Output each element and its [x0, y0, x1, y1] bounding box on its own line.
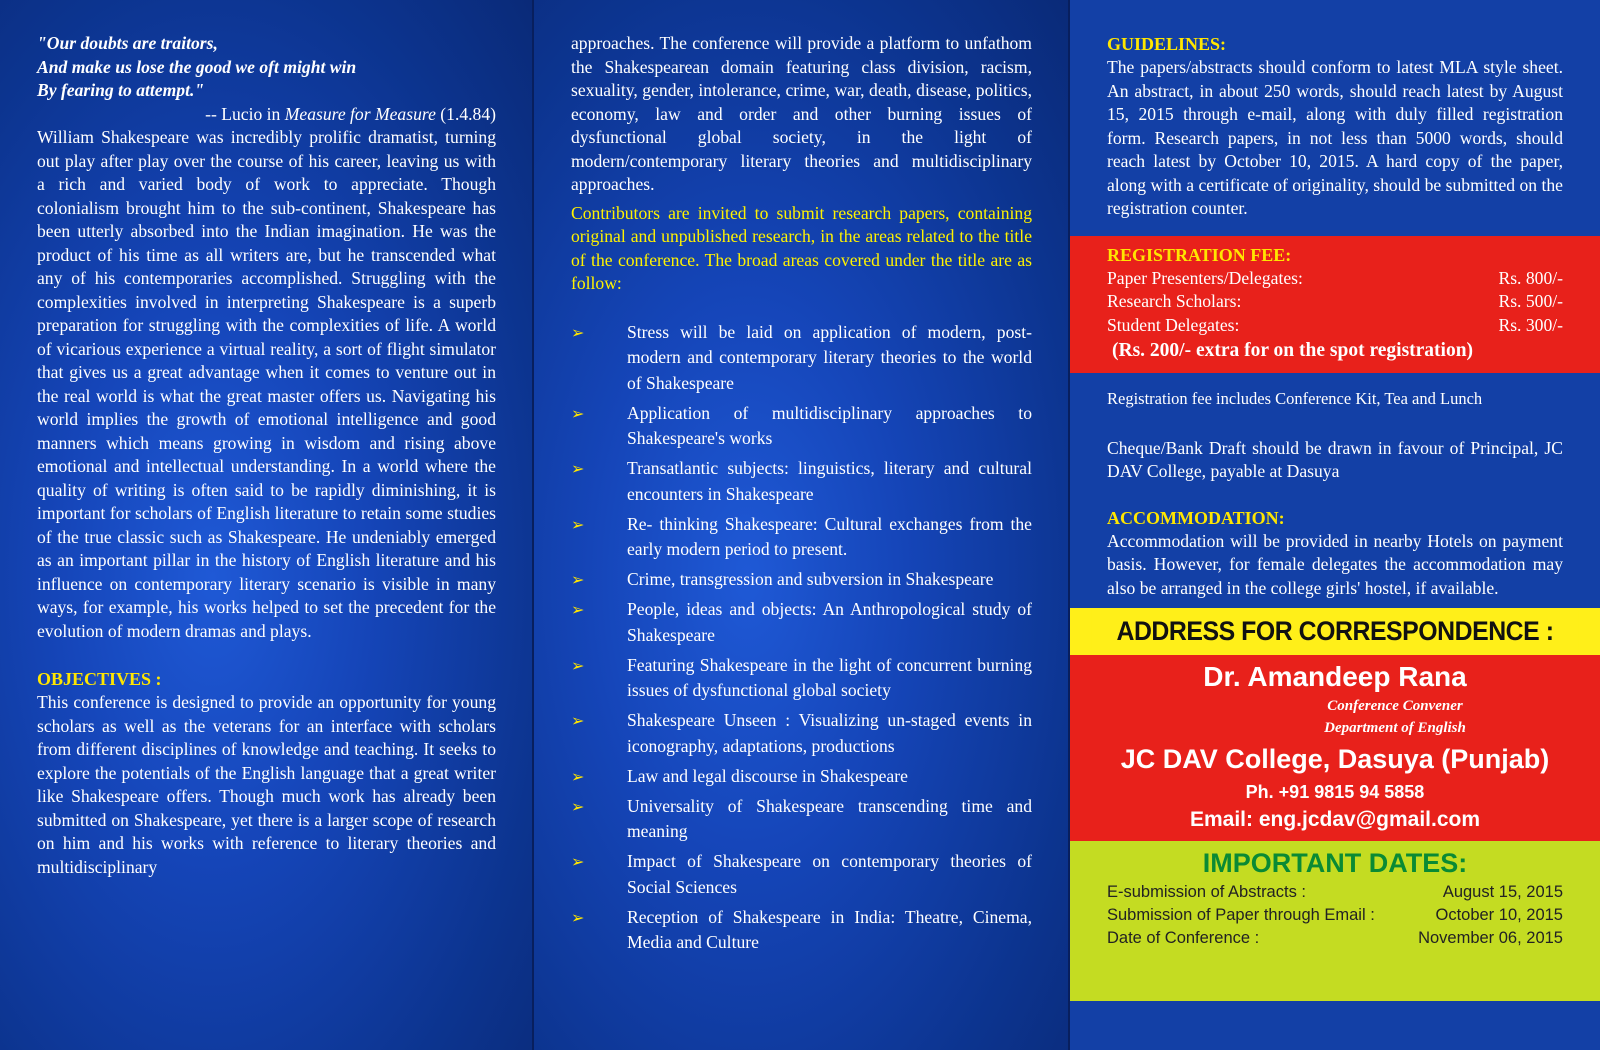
college-name: JC DAV College, Dasuya (Punjab): [1120, 744, 1550, 774]
guidelines-text: The papers/abstracts should conform to latest MLA style sheet. An abstract, in about 250 words, should reach latest by August 15, 2015 through e-mail, along with duly filled registration form. Research papers, in not less than 5000 words, should reach latest by October 10, 2015. A hard copy of the paper, along with a certificate of originality, should be submitted on the registration counter.: [1107, 57, 1563, 218]
address-heading: ADDRESS FOR CORRESPONDENCE :: [1091, 608, 1579, 655]
list-item: ➢ Application of multidisciplinary approaches to Shakespeare's works: [571, 402, 1032, 448]
cheque-instructions: Cheque/Bank Draft should be drawn in favour of Principal, JC DAV College, payable at Dasuya: [1107, 437, 1563, 481]
list-item: ➢ Transatlantic subjects: linguistics, literary and cultural encounters in Shakespeare: [571, 458, 1032, 504]
fee-notes: [1070, 373, 1600, 600]
panel-info: [1070, 0, 1600, 1050]
list-item: ➢ People, ideas and objects: An Anthropological study of Shakespeare: [571, 599, 1032, 645]
contact-email: Email: eng.jcdav@gmail.com: [1189, 808, 1481, 831]
objectives-continuation: approaches. The conference will provide a platform to unfathom the Shakespearean domain featuring class division, racism, sexuality, gender, intolerance, crime, war, death, disease, politics, economy, law and order and other burning issues of dysfunctional global society, in the light of modern/contemporary literary theories and multidisciplinary approaches.: [571, 33, 1032, 194]
list-item: ➢ Stress will be laid on application of modern, post-modern and contemporary literary theories to the world of Shakespeare: [571, 321, 1032, 393]
fee-extra-note: (Rs. 200/- extra for on the spot registration): [1112, 340, 1474, 361]
list-item: ➢ Reception of Shakespeare in India: Theatre, Cinema, Media and Culture: [571, 906, 1032, 952]
arrow-bullet-icon: ➢: [571, 766, 585, 786]
arrow-bullet-icon: ➢: [571, 796, 585, 816]
contact-role: Conference Convener: [1327, 698, 1463, 714]
list-item: ➢ Crime, transgression and subversion in Shakespeare: [571, 567, 1032, 593]
contact-block: [1070, 655, 1600, 841]
date-row: E-submission of Abstracts : August 15, 2015: [1107, 883, 1563, 901]
arrow-bullet-icon: ➢: [571, 600, 585, 619]
accommodation-text: Accommodation will be provided in nearby Hotels on payment basis. However, for female delegates the accommodation may also be arranged in the college girls' hostel, if available.: [1107, 530, 1563, 598]
registration-fee-section: [1070, 236, 1600, 374]
objectives-paragraph: This conference is designed to provide an opportunity for young scholars as well as the veterans for an interface with scholars from different disciplines of knowledge and teaching. It seeks to explore the potentials of the English language that a great writer like Shakespeare offers. Though much work has already been submitted on Shakespeare, yet there is a larger scope of research on him and his works with reference to literary theories and multidisciplinary: [37, 692, 496, 877]
arrow-bullet-icon: ➢: [571, 907, 585, 927]
arrow-bullet-icon: ➢: [571, 322, 585, 342]
arrow-bullet-icon: ➢: [571, 570, 585, 589]
guidelines-heading: GUIDELINES:: [1107, 34, 1227, 54]
areas-list: [571, 320, 1032, 956]
quote-attr-suffix: (1.4.84): [435, 103, 496, 124]
fee-row: Student Delegates: Rs. 300/-: [1107, 314, 1563, 335]
quote-attr-work: Measure for Measure: [284, 103, 436, 124]
address-section: [1070, 608, 1600, 655]
quote-line-1: "Our doubts are traitors,: [37, 33, 218, 53]
fee-row: Research Scholars: Rs. 500/-: [1107, 291, 1563, 311]
intro-paragraph: William Shakespeare was incredibly prolific dramatist, turning out play after play over the course of his career, leaving us with a rich and varied body of work to appreciate. Though colonialism brought him to the sub-continent, Shakespeare has been utterly absorbed into the Indian imagination. He was the product of his time as all writers are, but he transcended what any of his contemporaries accomplished. Struggling with the complexities involved in interpreting Shakespeare is a superb preparation for struggling with the complexities of life. A world of vicarious experience a virtual reality, a sort of flight simulator that gives us a great advantage when it comes to venture out in the real world is what the great master offers us. Navigating his world implies the growth of emotional intelligence and good manners which means growing in wisdom and rising above emotional and intellectual understanding. In a world where the quality of writing is often said to be rapidly diminishing, it is important for scholars of English literature to retain some studies of the true classic such as Shakespeare. He undeniably emerged as an important pillar in the history of English literature and his influence on contemporary literary scenario is visible in many ways, for example, his works helped to set the precedent for the evolution of modern dramas and plays.: [37, 127, 496, 641]
date-row: Submission of Paper through Email : October 10, 2015: [1107, 906, 1563, 924]
date-row: Date of Conference : November 06, 2015: [1107, 929, 1563, 947]
arrow-bullet-icon: ➢: [571, 852, 585, 871]
panel-areas: [534, 0, 1068, 1050]
contact-department: Department of English: [1324, 720, 1466, 736]
guidelines-section: [1070, 0, 1600, 221]
list-item: ➢ Impact of Shakespeare on contemporary theories of Social Sciences: [571, 851, 1032, 897]
list-item: ➢ Law and legal discourse in Shakespeare: [571, 764, 1032, 790]
important-dates-section: [1070, 841, 1600, 1001]
contact-phone: Ph. +91 9815 94 5858: [1245, 782, 1425, 802]
quote-attribution: [37, 103, 496, 127]
call-for-papers: Contributors are invited to submit research papers, containing original and unpublished research, in the areas related to the title of the conference. The broad areas covered under the title are as follow:: [571, 202, 1032, 293]
objectives-heading: OBJECTIVES :: [37, 669, 162, 689]
fee-heading: REGISTRATION FEE:: [1107, 244, 1292, 265]
quote-line-2: And make us lose the good we oft might win: [37, 56, 357, 77]
list-item: ➢ Shakespeare Unseen : Visualizing un-staged events in iconography, adaptations, productions: [571, 710, 1032, 756]
panel-introduction: [0, 0, 532, 1050]
arrow-bullet-icon: ➢: [571, 711, 585, 730]
list-item: ➢ Re- thinking Shakespeare: Cultural exchanges from the early modern period to present.: [571, 513, 1032, 559]
arrow-bullet-icon: ➢: [571, 514, 585, 534]
fee-includes: Registration fee includes Conference Kit, Tea and Lunch: [1107, 389, 1483, 408]
fee-row: Paper Presenters/Delegates: Rs. 800/-: [1107, 267, 1563, 288]
list-item: ➢ Universality of Shakespeare transcending time and meaning: [571, 795, 1032, 841]
quote-attr-prefix: -- Lucio in: [205, 103, 285, 124]
quote-line-3: By fearing to attempt.": [37, 80, 205, 100]
accommodation-heading: ACCOMMODATION:: [1107, 507, 1285, 528]
dates-heading: IMPORTANT DATES:: [1202, 848, 1468, 878]
list-item: ➢ Featuring Shakespeare in the light of concurrent burning issues of dysfunctional global society: [571, 654, 1032, 700]
arrow-bullet-icon: ➢: [571, 459, 585, 478]
arrow-bullet-icon: ➢: [571, 655, 585, 675]
contact-name: Dr. Amandeep Rana: [1203, 661, 1467, 692]
arrow-bullet-icon: ➢: [571, 403, 585, 423]
